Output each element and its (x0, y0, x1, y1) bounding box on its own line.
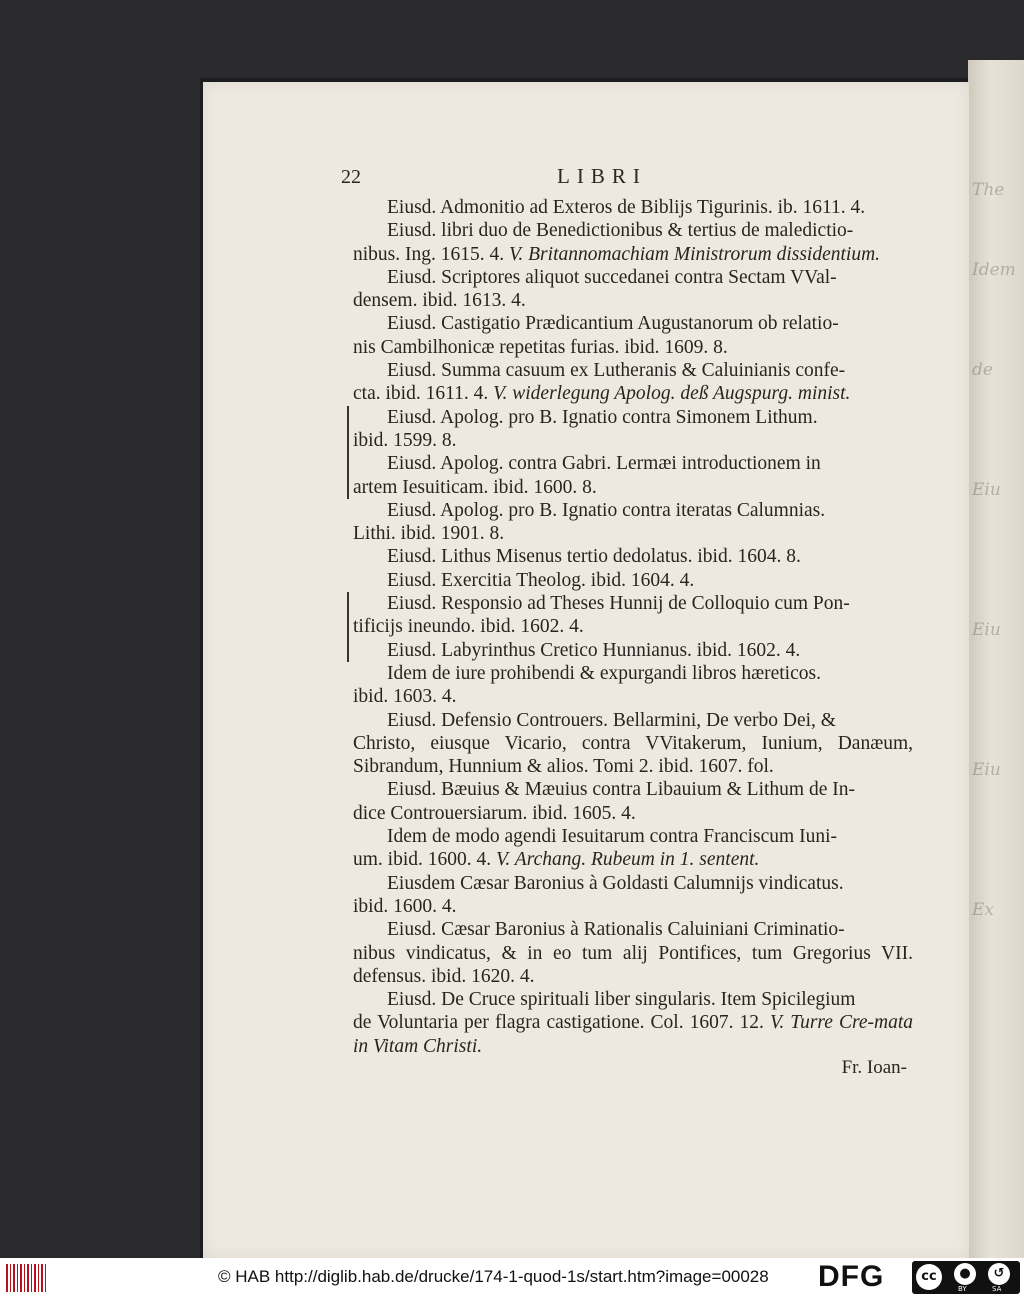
book-page (203, 82, 969, 1258)
catalog-entry (353, 545, 913, 568)
catalog-entry (347, 592, 913, 639)
catalog-entries (353, 196, 913, 1058)
entry-continuation (353, 522, 913, 545)
entry-continuation (353, 1011, 913, 1058)
entry-first-line: Eiusd. Admonitio ad Exteros de Biblijs Tigurinis. ib. 1611. 4. (387, 197, 866, 218)
entry-continuation (353, 942, 913, 989)
entry-first-line: Idem de iure prohibendi & expurgandi libros hæreticos. (387, 662, 821, 684)
entry-first-line: Eiusd. Apolog. pro B. Ignatio contra iteratas Calumnias. (387, 499, 826, 521)
entry-continuation-text: ibid. 1599. 8. (353, 429, 457, 451)
entry-continuation-text: de Voluntaria per flagra castigatione. Col. 1607. 12. (353, 1012, 764, 1034)
entry-continuation (353, 336, 913, 359)
entry-first-line: Eiusd. Scriptores aliquot succedanei contra Sectam VVal- (387, 266, 837, 288)
entry-continuation-text: tificijs ineundo. ibid. 1602. 4. (353, 616, 584, 638)
cross-reference: V. widerlegung Apolog. deß Augspurg. minist. (493, 383, 851, 405)
entry-first-line: Eiusd. libri duo de Benedictionibus & tertius de maledictio- (387, 220, 854, 242)
entry-continuation (353, 685, 913, 708)
by-person-icon: ● (954, 1263, 976, 1285)
entry-continuation (353, 802, 913, 825)
catalog-entry (353, 709, 913, 779)
entry-continuation (353, 615, 913, 638)
catalog-entry (353, 569, 913, 592)
cross-reference: V. Turre Cre-mata in Vitam Christi. (353, 1012, 913, 1057)
adjacent-page-edge: The Idem de Eiu Eiu Eiu Ex (968, 60, 1024, 1258)
catalog-entry (353, 219, 913, 266)
catalog-entry (353, 196, 913, 219)
entry-continuation-text: ibid. 1600. 4. (353, 895, 457, 917)
entry-continuation-text: nis Cambilhonicæ repetitas furias. ibid. 1609. 8. (353, 336, 728, 358)
entry-continuation-text: dice Controuersiarum. ibid. 1605. 4. (353, 802, 636, 824)
entry-continuation-text: nibus. Ing. 1615. 4. (353, 243, 505, 265)
entry-continuation (353, 382, 913, 405)
entry-first-line: Eiusd. Apolog. contra Gabri. Lermæi introductionem in (387, 453, 821, 475)
cross-reference: V. Archang. Rubeum in 1. sentent. (496, 849, 760, 871)
catalog-entry (353, 499, 913, 546)
entry-first-line: Eiusdem Cæsar Baronius à Goldasti Calumnijs vindicatus. (387, 872, 844, 894)
page-number: 22 (341, 166, 361, 188)
entry-first-line: Eiusd. Summa casuum ex Lutheranis & Caluinianis confe- (387, 360, 846, 382)
entry-continuation (353, 732, 913, 779)
entry-continuation (353, 289, 913, 312)
catalog-entry (353, 312, 913, 359)
entry-first-line: Eiusd. Apolog. pro B. Ignatio contra Simonem Lithum. (387, 406, 818, 428)
dfg-logo[interactable]: DFG (818, 1260, 885, 1293)
entry-first-line: Eiusd. Cæsar Baronius à Rationalis Caluiniani Criminatio- (387, 919, 845, 941)
viewer-footer (0, 1258, 1024, 1297)
entry-first-line: Eiusd. Exercitia Theolog. ibid. 1604. 4. (387, 569, 695, 591)
entry-continuation (353, 429, 913, 452)
entry-first-line: Eiusd. Labyrinthus Cretico Hunnianus. ibid. 1602. 4. (387, 639, 801, 661)
entry-continuation-text: cta. ibid. 1611. 4. (353, 383, 489, 405)
entry-first-line: Eiusd. Castigatio Prædicantium Augustanorum ob relatio- (387, 313, 839, 335)
entry-first-line: Eiusd. Responsio ad Theses Hunnij de Colloquio cum Pon- (387, 593, 850, 615)
entry-first-line: Eiusd. Lithus Misenus tertio dedolatus. ibid. 1604. 8. (387, 546, 801, 568)
entry-continuation-text: Lithi. ibid. 1901. 8. (353, 523, 505, 545)
catalog-entry (353, 918, 913, 988)
entry-continuation-text: ibid. 1603. 4. (353, 686, 457, 708)
running-head: LIBRI (557, 164, 647, 188)
catalog-entry (347, 452, 913, 499)
share-alike-icon: ↺ (988, 1263, 1010, 1285)
entry-first-line: Eiusd. Bæuius & Mæuius contra Libauium & Lithum de In- (387, 779, 855, 801)
hab-barcode-logo[interactable] (6, 1264, 48, 1292)
cross-reference: V. Britannomachiam Ministrorum dissidentium. (509, 243, 881, 265)
entry-first-line: Eiusd. De Cruce spirituali liber singularis. Item Spicilegium (387, 989, 856, 1011)
catalog-entry (353, 662, 913, 709)
entry-continuation (353, 243, 913, 266)
sa-label: SA (992, 1285, 1002, 1293)
entry-continuation-text: um. ibid. 1600. 4. (353, 849, 492, 871)
cc-license-badge[interactable] (912, 1261, 1020, 1294)
catalog-entry (353, 825, 913, 872)
entry-first-line: Eiusd. Defensio Controuers. Bellarmini, De verbo Dei, & (387, 709, 836, 731)
catalog-entry (353, 778, 913, 825)
entry-continuation-text: Christo, eiusque Vicario, contra VVitakerum, Iunium, Danæum, Sibrandum, Hunnium & alios. Tomi 2. ibid. 1607. fol. (353, 732, 913, 778)
entry-continuation-text: densem. ibid. 1613. 4. (353, 290, 526, 312)
catalog-entry (353, 872, 913, 919)
catalog-entry (347, 406, 913, 453)
entry-continuation-text: artem Iesuiticam. ibid. 1600. 8. (353, 476, 597, 498)
catalog-entry (353, 988, 913, 1058)
catalog-entry (347, 639, 913, 662)
entry-continuation (353, 848, 913, 871)
catalog-entry (353, 266, 913, 313)
page-header (341, 166, 901, 192)
copyright-link[interactable]: © HAB http://diglib.hab.de/drucke/174-1-quod-1s/start.htm?image=00028 (218, 1267, 769, 1286)
entry-first-line: Idem de modo agendi Iesuitarum contra Franciscum Iuni- (387, 826, 837, 848)
by-label: BY (958, 1285, 967, 1293)
entry-continuation (353, 895, 913, 918)
cc-icon: cc (916, 1264, 942, 1290)
entry-continuation (353, 476, 913, 499)
catalog-entry (353, 359, 913, 406)
catchword: Fr. Ioan- (841, 1057, 907, 1078)
entry-continuation-text: nibus vindicatus, & in eo tum alij Pontifices, tum Gregorius VII. defensus. ibid. 1620. 4. (353, 942, 913, 987)
